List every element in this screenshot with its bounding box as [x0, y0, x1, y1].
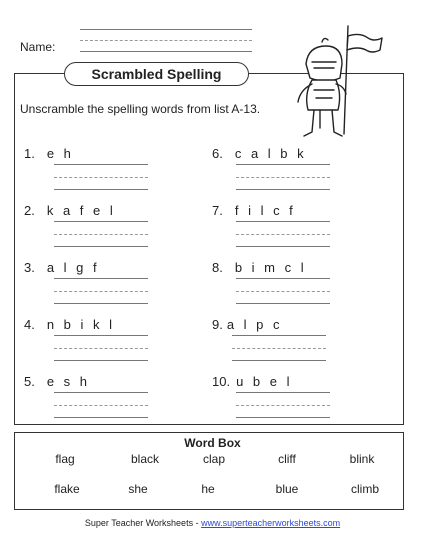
- answer-line-2b[interactable]: [54, 246, 148, 247]
- answer-line-4b[interactable]: [54, 360, 148, 361]
- word-box-word: black: [130, 452, 160, 466]
- item-number: 7.: [212, 203, 223, 218]
- answer-line-10a[interactable]: [236, 392, 330, 393]
- answer-line-6b[interactable]: [236, 189, 330, 190]
- answer-dashed-line-7: [236, 234, 330, 235]
- item-number: 6.: [212, 146, 223, 161]
- scrambled-word: k a f e l: [46, 203, 116, 218]
- answer-line-8a[interactable]: [236, 278, 330, 279]
- answer-line-9a[interactable]: [232, 335, 326, 336]
- answer-dashed-line-2: [54, 234, 148, 235]
- item-number: 10.: [212, 374, 231, 389]
- item-7: [212, 203, 296, 218]
- word-box-word: blue: [275, 482, 299, 496]
- item-5: [24, 374, 90, 389]
- answer-line-9b[interactable]: [232, 360, 326, 361]
- word-box-word: she: [128, 482, 148, 496]
- scrambled-word: a l p c: [226, 317, 283, 332]
- item-10: [212, 374, 293, 389]
- answer-dashed-line-1: [54, 177, 148, 178]
- name-mid-dashed-line: [80, 40, 252, 41]
- scrambled-word: e h: [46, 146, 74, 161]
- item-8: [212, 260, 307, 275]
- answer-line-10b[interactable]: [236, 417, 330, 418]
- scrambled-word: e s h: [46, 374, 91, 389]
- answer-line-1b[interactable]: [54, 189, 148, 190]
- word-box-title: Word Box: [184, 436, 241, 450]
- word-box-word: cliff: [278, 452, 296, 466]
- word-box-word: flag: [55, 452, 75, 466]
- item-number: 9.: [212, 317, 223, 332]
- item-1: [24, 146, 74, 161]
- item-number: 2.: [24, 203, 35, 218]
- scrambled-word: n b i k l: [46, 317, 116, 332]
- name-label: Name:: [20, 40, 56, 54]
- item-2: [24, 203, 116, 218]
- answer-line-5b[interactable]: [54, 417, 148, 418]
- answer-dashed-line-6: [236, 177, 330, 178]
- answer-dashed-line-3: [54, 291, 148, 292]
- footer-link[interactable]: www.superteacherworksheets.com: [201, 518, 341, 528]
- answer-line-2a[interactable]: [54, 221, 148, 222]
- item-3: [24, 260, 100, 275]
- answer-dashed-line-10: [236, 405, 330, 406]
- answer-line-7b[interactable]: [236, 246, 330, 247]
- item-number: 3.: [24, 260, 35, 275]
- item-number: 5.: [24, 374, 35, 389]
- name-answer-line[interactable]: [80, 51, 252, 52]
- answer-line-4a[interactable]: [54, 335, 148, 336]
- word-box-word: he: [201, 482, 215, 496]
- answer-line-3b[interactable]: [54, 303, 148, 304]
- instructions-text: Unscramble the spelling words from list A-13.: [20, 102, 261, 116]
- answer-line-6a[interactable]: [236, 164, 330, 165]
- footer-text: Super Teacher Worksheets -: [84, 518, 202, 528]
- answer-dashed-line-5: [54, 405, 148, 406]
- word-box-word: climb: [350, 482, 380, 496]
- item-number: 1.: [24, 146, 35, 161]
- answer-line-3a[interactable]: [54, 278, 148, 279]
- worksheet-title: Scrambled Spelling: [64, 62, 249, 86]
- scrambled-word: f i l c f: [234, 203, 296, 218]
- answer-line-7a[interactable]: [236, 221, 330, 222]
- footer: [0, 518, 425, 528]
- scrambled-word: a l g f: [46, 260, 100, 275]
- scrambled-word: c a l b k: [234, 146, 307, 161]
- answer-dashed-line-9: [232, 348, 326, 349]
- scrambled-word: u b e l: [236, 374, 293, 389]
- item-9: [212, 317, 283, 332]
- item-6: [212, 146, 307, 161]
- answer-line-8b[interactable]: [236, 303, 330, 304]
- word-box-word: clap: [202, 452, 226, 466]
- word-box-word: blink: [349, 452, 375, 466]
- answer-dashed-line-4: [54, 348, 148, 349]
- answer-dashed-line-8: [236, 291, 330, 292]
- answer-line-1a[interactable]: [54, 164, 148, 165]
- word-box-word: flake: [54, 482, 80, 496]
- knight-with-flag-icon: [286, 24, 396, 144]
- answer-line-5a[interactable]: [54, 392, 148, 393]
- item-number: 4.: [24, 317, 35, 332]
- name-top-line: [80, 29, 252, 30]
- item-number: 8.: [212, 260, 223, 275]
- item-4: [24, 317, 115, 332]
- scrambled-word: b i m c l: [234, 260, 307, 275]
